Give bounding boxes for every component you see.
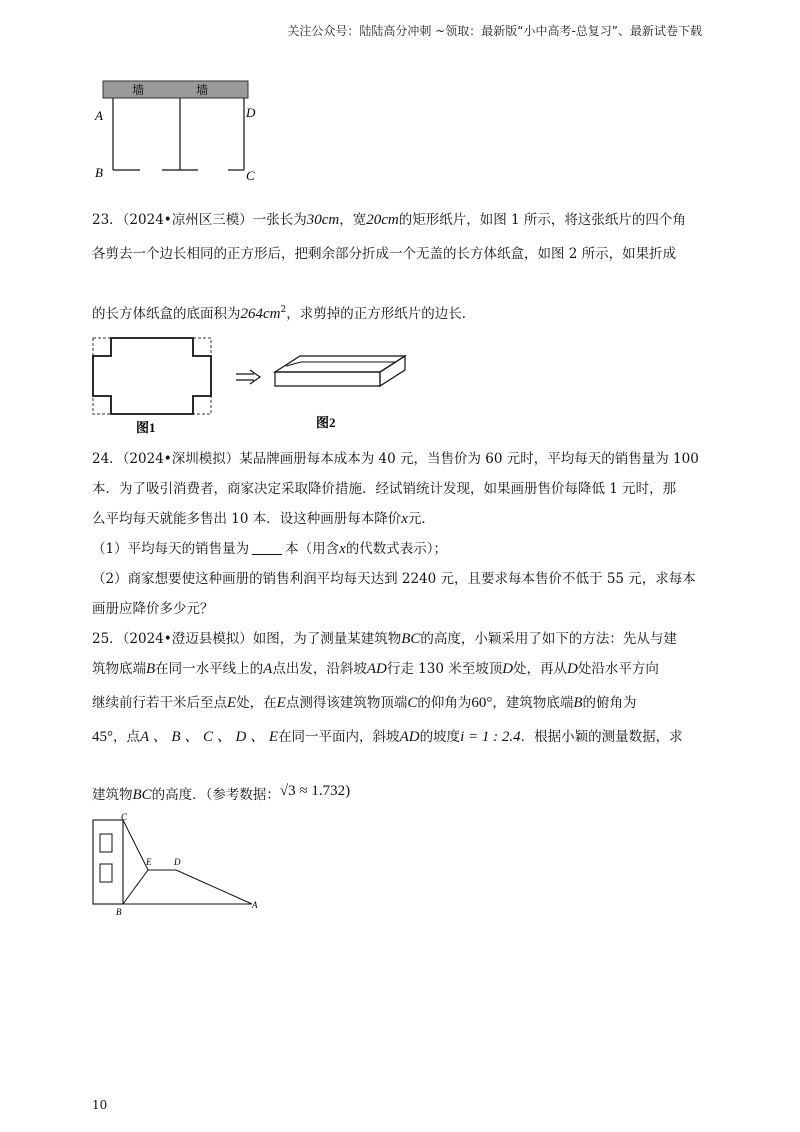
q25-text: 处沿水平方向 [577,661,659,677]
building-figure [0,812,800,932]
q25-points: A 、 B 、 C 、 D 、 E [140,729,279,745]
q25-text: 处，再从 [513,661,568,677]
q25-text: 筑物底端 [92,661,146,677]
figure-2-label: 图2 [316,415,336,430]
q25-line3 [92,693,637,713]
point-label-b: B [95,165,103,180]
q25-text: ．根据小颖的测量数据，求 [520,729,683,745]
q24-line2: 本．为了吸引消费者，商家决定采取降价措施．经试销统计发现，如果画册售价每降低 1 元时，那 [92,481,677,497]
q25-var: D [567,661,578,677]
q25-var: BC [401,631,421,647]
q23-text: ，宽 [339,212,367,228]
q23-figure [0,330,800,450]
q25-var: B [146,661,156,677]
q25-text: 的坡度 [419,729,461,745]
q23-line1 [92,210,686,230]
q24-var-x: x [339,541,346,557]
figure-1-label: 图1 [136,420,156,435]
q23-area: 264cm [240,306,281,322]
point-label-a: A [252,900,258,910]
q25-var: E [227,695,237,711]
q24-text: 的代数式表示）； [345,541,448,557]
page-number: 10 [92,1098,108,1112]
q24-text: （1）平均每天的销售量为 [92,541,250,557]
q24-sub2-cont: 画册应降价多少元？ [92,601,214,617]
q23-width: 20cm [366,212,399,228]
q25-text: 点出发，沿斜坡 [272,661,367,677]
q23-text: 23．（2024•凉州区三模）一张长为 [92,212,307,228]
q25-var: C [407,695,418,711]
q25-line2 [92,659,659,679]
q25-text: 处，在 [236,695,277,711]
q23-line2: 各剪去一个边长相同的正方形后，把剩余部分折成一个无盖的长方体纸盒，如图 2 所示，如果折成 [92,246,677,262]
q25-text: 点测得该建筑物顶端 [285,695,408,711]
wall-figure [0,0,800,200]
q24-line3 [92,509,435,529]
q23-length: 30cm [306,212,340,228]
q25-var: B [573,695,583,711]
q23-line3 [92,300,475,324]
q25-var: A [263,661,273,677]
q25-text: 行走 130 米至坡顶 [386,661,503,677]
point-label-a: A [95,108,103,123]
q25-var: BC [132,787,152,803]
point-label-d: D [174,857,181,867]
q23-text: ，求剪掉的正方形纸片的边长． [286,306,476,322]
q25-angle: 45° [92,729,113,745]
point-label-d: D [246,105,256,120]
q25-reference: √3 ≈ 1.732) [279,783,351,799]
q24-text: 本（用含 [285,541,340,557]
point-label-e: E [146,857,152,867]
q25-text: 的高度，小颖采用了如下的方法：先从与建 [420,631,677,647]
point-label-b: B [116,907,122,917]
q23-text: 的长方体纸盒的底面积为 [92,306,241,322]
q23-area-exponent: 2 [280,305,287,315]
q25-text: 的仰角为 [417,695,472,711]
page-header: 关注公众号：陆陆高分冲刺 ~领取：最新版“小中高考-总复习”、最新试卷下载 [287,24,702,38]
q24-text: 么平均每天就能多售出 10 本．设这种画册每本降价 [92,511,402,527]
wall-label-left: 墙 [132,83,145,97]
q25-slope: i = 1 : 2.4 [460,729,521,745]
q25-text: 25．（2024•澄迈县模拟）如图，为了测量某建筑物 [92,631,402,647]
q24-text: 元． [407,511,435,527]
q25-text: 的俯角为 [582,695,637,711]
q25-text: 的高度．（参考数据： [151,787,280,803]
q23-text: 的矩形纸片，如图 1 所示，将这张纸片的四个角 [398,212,686,228]
q25-line1 [92,629,677,649]
q24-line1: 24．（2024•深圳模拟）某品牌画册每本成本为 40 元，当售价为 60 元时，平均每天的销售量为 100 [92,451,699,467]
q25-line4 [92,727,683,747]
q25-text: ，建筑物底端 [492,695,574,711]
q24-sub2: （2）商家想要使这种画册的销售利润平均每天达到 2240 元，且要求每本售价不低于 55 元，求每本 [92,571,696,587]
wall-label-right: 墙 [196,83,209,97]
q25-line5 [92,781,350,805]
q25-var: AD [399,729,420,745]
q25-text: 继续前行若干米后至点 [92,695,227,711]
q25-angle: 60° [471,695,493,711]
q25-var: E [276,695,286,711]
point-label-c: C [246,168,255,183]
q24-var-x: x [401,511,408,527]
q25-var: D [502,661,514,677]
q25-text: 在同一平面内，斜坡 [278,729,400,745]
q25-text: ，点 [113,729,140,745]
q25-text: 建筑物 [92,787,133,803]
point-label-c: C [121,812,128,822]
q25-text: 在同一水平线上的 [155,661,264,677]
q25-var: AD [366,661,387,677]
answer-blank [252,542,282,555]
q24-sub1 [92,539,447,559]
